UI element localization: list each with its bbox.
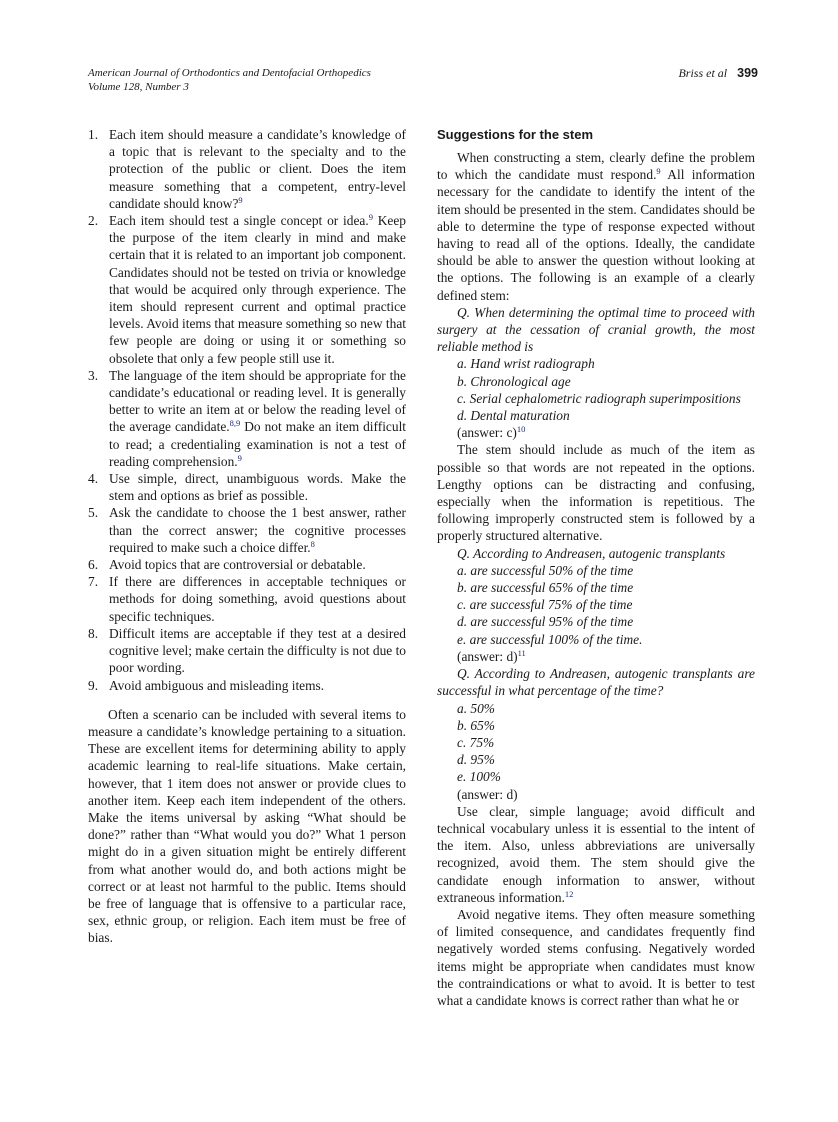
list-item (88, 367, 406, 470)
citation-ref[interactable]: 9 (238, 194, 243, 205)
item-text: Each item should test a single concept or idea. (109, 213, 369, 229)
answer-text: (answer: c) (457, 425, 517, 441)
citation-ref[interactable]: 9 (237, 452, 242, 463)
answer-key (437, 648, 755, 665)
list-item (88, 212, 406, 367)
item-number: 3. (88, 367, 99, 383)
answer-option: b. Chronological age (457, 373, 571, 389)
answer-key: (answer: d) (457, 786, 518, 802)
journal-title: American Journal of Orthodontics and Dentofacial Orthopedics (88, 67, 371, 79)
question-stem: Q. According to Andreasen, autogenic transplants are successful in what percentage of the time? (437, 666, 755, 699)
author-names: Briss et al (678, 66, 728, 80)
answer-option: a. 50% (457, 700, 495, 716)
journal-volume: Volume 128, Number 3 (88, 81, 189, 93)
answer-option: d. Dental maturation (457, 408, 570, 424)
citation-ref[interactable]: 8 (310, 538, 315, 549)
list-item (88, 573, 406, 625)
body-paragraph (437, 149, 755, 304)
item-number: 4. (88, 471, 99, 487)
question-stem: Q. When determining the optimal time to proceed with surgery at the cessation of cranial growth, the most reliable method is (437, 304, 755, 355)
citation-ref[interactable]: 10 (516, 424, 526, 435)
right-column (437, 126, 755, 1009)
section-heading: Suggestions for the stem (437, 127, 594, 142)
answer-option: d. are successful 95% of the time (457, 614, 634, 630)
body-paragraph: Often a scenario can be included with several items to measure a candidate’s knowledge pertaining to a situation. These are excellent items for determining ability to apply academic learning to real-life situations. Make certain, however, that 1 item does not answer or provide clues to another item. Keep each item independent of the others. Make the items universal by asking “What should be done?” rather than “What would you do?” What 1 person might do in a given situation might be entirely different from what another would do, and both actions might be correct or at least not harmful to the public. Items should be free of language that is offensive to a particular race, sex, ethnic group, or religion. Each item must be free of bias. (88, 706, 406, 946)
list-item (88, 677, 406, 694)
item-number: 8. (88, 625, 99, 641)
citation-ref[interactable]: 9 (656, 166, 661, 177)
left-column (88, 126, 406, 947)
header-right (678, 66, 758, 80)
item-text: Avoid topics that are controversial or debatable. (109, 557, 366, 573)
list-item (88, 556, 406, 573)
item-text: Keep the purpose of the item clearly in mind and make certain that it is related to an important job component. Candidates should not be tested on trivia or knowledge that would be acquired only through experience. The item should represent current and optimal practice levels. Avoid items that measure something so new that few people are doing or using it or something so obsolete that only a few people still use it. (109, 213, 406, 366)
answer-option: c. Serial cephalometric radiograph superimpositions (457, 390, 741, 406)
item-text: The language of the item should be appropriate for the candidate’s educational or reading level. It is generally better to write an item at or below the reading level of the average candidate. (109, 367, 406, 435)
list-item (88, 470, 406, 504)
example-question-2 (437, 545, 755, 665)
answer-option: b. are successful 65% of the time (457, 580, 634, 596)
item-number: 1. (88, 127, 99, 142)
paragraph-text: All information necessary for the candidate to identify the intent of the item should be presented in the stem. Candidates should be able to determine the type of response expected without having to read all of the options. Ideally, the candidate should be able to answer the question without looking at the options. The following is an example of a clearly defined stem: (437, 167, 755, 303)
item-text: Do not make an item difficult to read; a credentialing examination is not a test of reading comprehension. (109, 419, 407, 469)
running-header (88, 66, 758, 94)
body-paragraph (437, 803, 755, 906)
citation-ref[interactable]: 8,9 (229, 418, 241, 429)
item-number: 6. (88, 557, 99, 573)
answer-option: a. Hand wrist radiograph (457, 356, 595, 372)
item-number: 2. (88, 213, 99, 229)
citation-ref[interactable]: 12 (564, 888, 574, 899)
item-number: 7. (88, 574, 99, 590)
answer-option: c. are successful 75% of the time (457, 597, 633, 613)
answer-text: (answer: d) (457, 648, 518, 664)
answer-option: e. are successful 100% of the time. (457, 631, 643, 647)
list-item (88, 625, 406, 677)
page-number: 399 (737, 66, 758, 80)
item-text: Avoid ambiguous and misleading items. (109, 677, 325, 693)
body-paragraph: The stem should include as much of the item as possible so that words are not repeated in the options. Lengthy options can be distracting and confusing, especially when the information is repetitious. The following improperly constructed stem is followed by a properly structured alternative. (437, 442, 755, 544)
answer-option: e. 100% (457, 769, 501, 785)
citation-ref[interactable]: 9 (368, 212, 373, 223)
example-question-3 (437, 665, 755, 803)
item-number: 9. (88, 677, 99, 693)
guideline-list (88, 126, 406, 694)
citation-ref[interactable]: 11 (517, 647, 526, 658)
answer-key (437, 424, 755, 441)
item-text: Each item should measure a candidate’s knowledge of a topic that is relevant to the specialty and to the protection of the public or client. Does the item measure something that a competent, entry-level candidate should know? (109, 127, 406, 211)
item-number: 5. (88, 505, 99, 521)
example-question-1 (437, 304, 755, 442)
paragraph-text: When constructing a stem, clearly define the problem to which the candidate must respond. (437, 150, 755, 183)
answer-option: b. 65% (457, 717, 495, 733)
answer-option: c. 75% (457, 734, 495, 750)
answer-option: d. 95% (457, 752, 495, 768)
item-text: Use simple, direct, unambiguous words. Make the stem and options as brief as possible. (109, 471, 406, 504)
body-paragraph: Avoid negative items. They often measure something of limited consequence, and candidates frequently find negatively worded stems confusing. Negatively worded items might be appropriate when candidates must know the contraindications or what to avoid. It is better to test what a candidate knows is correct rather than what he or (437, 906, 755, 1008)
list-item (88, 126, 406, 212)
list-item (88, 504, 406, 556)
answer-option: a. are successful 50% of the time (457, 562, 634, 578)
item-text: Difficult items are acceptable if they test at a desired cognitive level; make certain the difficulty is not due to poor wording. (109, 625, 406, 676)
item-text: If there are differences in acceptable techniques or methods for doing something, avoid questions about specific techniques. (109, 574, 406, 624)
question-stem: Q. According to Andreasen, autogenic transplants (457, 545, 726, 561)
item-text: Ask the candidate to choose the 1 best answer, rather than the correct answer; the cognitive processes required to make such a choice differ. (109, 505, 406, 555)
paragraph-text: Use clear, simple language; avoid difficult and technical vocabulary unless it is essential to the intent of the item. Also, unless abbreviations are universally recognized, avoid them. The stem should give the candidate enough information to answer, without extraneous information. (437, 803, 755, 905)
